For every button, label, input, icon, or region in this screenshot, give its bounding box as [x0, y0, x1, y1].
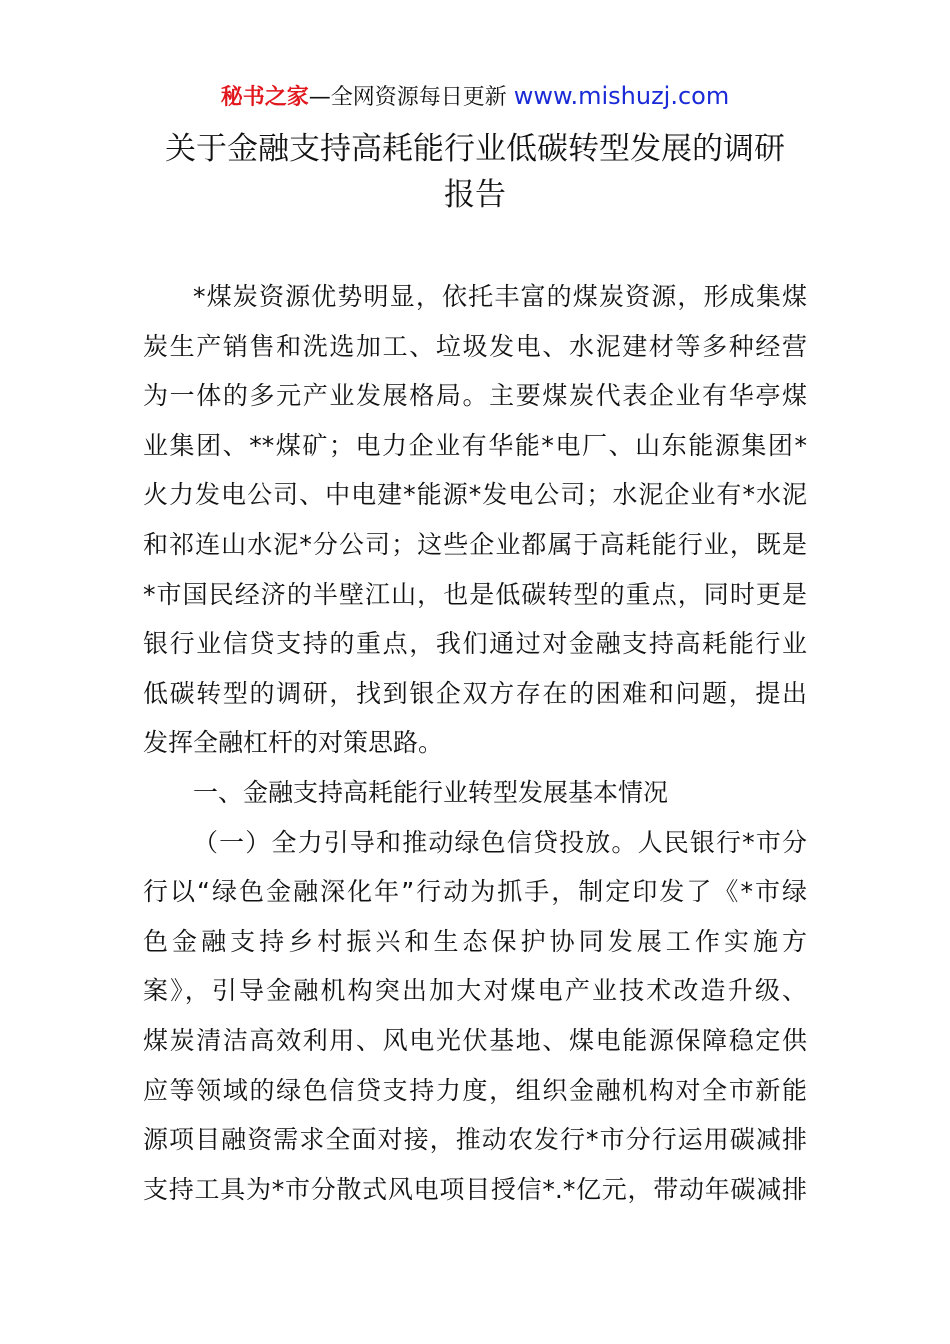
body-line: *市国民经济的半壁江山，也是低碳转型的重点，同时更是: [143, 579, 807, 609]
title-line-1: 关于金融支持高耗能行业低碳转型发展的调研: [165, 131, 785, 167]
body-line: 火力发电公司、中电建*能源*发电公司；水泥企业有*水泥: [143, 480, 807, 510]
body-line: 为一体的多元产业发展格局。主要煤炭代表企业有华亭煤: [143, 381, 807, 411]
body-line: 发挥全融杠杆的对策思路。: [143, 728, 444, 758]
site-header: [0, 80, 950, 114]
body-line: 源项目融资需求全面对接，推动农发行*市分行运用碳减排: [143, 1125, 807, 1155]
body-line: 色金融支持乡村振兴和生态保护协同发展工作实施方: [143, 926, 807, 956]
body-line: 煤炭清洁高效利用、风电光伏基地、煤电能源保障稳定供: [143, 1025, 807, 1055]
body-line: 支持工具为*市分散式风电项目授信*.*亿元，带动年碳减排: [143, 1174, 807, 1204]
title-line-2: 报告: [444, 177, 506, 213]
document-body: [143, 272, 807, 1214]
site-brand: 秘书之家: [220, 85, 309, 110]
body-line: 行以“绿色金融深化年”行动为抓手，制定印发了《*市绿: [143, 877, 807, 907]
body-line: 案》，引导金融机构突出加大对煤电产业技术改造升级、: [143, 976, 807, 1006]
body-line: 低碳转型的调研，找到银企双方存在的困难和问题，提出: [143, 678, 807, 708]
body-line: （一）全力引导和推动绿色信贷投放。人民银行*市分: [193, 827, 807, 857]
body-line: 银行业信贷支持的重点，我们通过对金融支持高耗能行业: [143, 629, 807, 659]
document-title: [140, 126, 810, 218]
body-line: 应等领域的绿色信贷支持力度，组织金融机构对全市新能: [143, 1075, 807, 1105]
site-slogan: —全网资源每日更新: [308, 85, 514, 110]
site-url-link[interactable]: www.mishuzj.com: [513, 82, 730, 110]
section-heading: 一、金融支持高耗能行业转型发展基本情况: [193, 777, 669, 807]
body-line: 业集团、**煤矿；电力企业有华能*电厂、山东能源集团*: [143, 430, 807, 460]
body-line: 和祁连山水泥*分公司；这些企业都属于高耗能行业，既是: [143, 529, 807, 559]
body-line: *煤炭资源优势明显，依托丰富的煤炭资源，形成集煤: [193, 282, 807, 311]
body-line: 炭生产销售和洗选加工、垃圾发电、水泥建材等多种经营: [143, 331, 807, 361]
